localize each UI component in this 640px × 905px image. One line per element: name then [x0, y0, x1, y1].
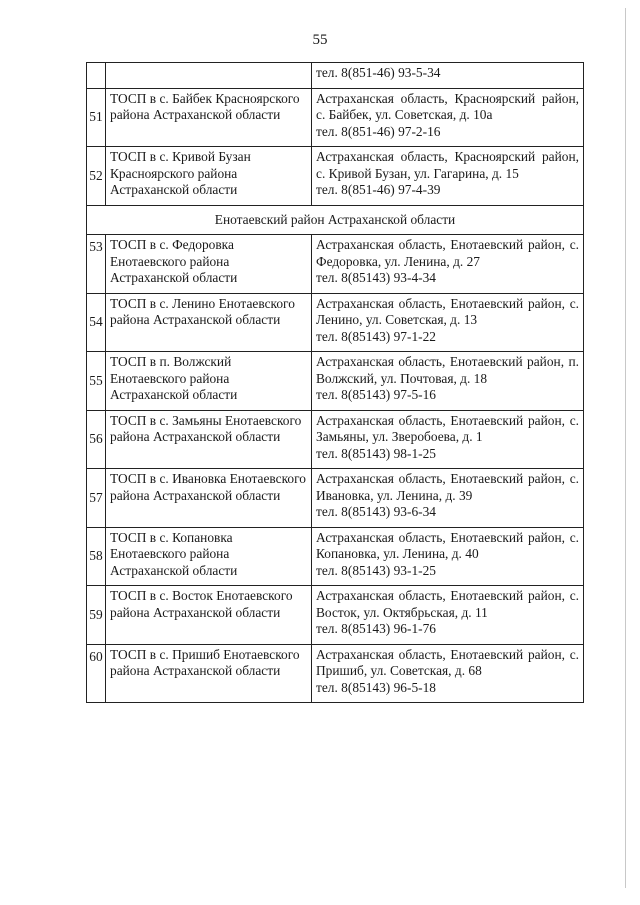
row-number: 53 — [87, 235, 106, 294]
office-phone: тел. 8(85143) 96-1-76 — [316, 621, 437, 636]
office-address: Астраханская область, Красноярский район, с. Байбек, ул. Советская, д. 10а — [316, 90, 579, 122]
office-address-cell — [312, 88, 584, 147]
office-phone: тел. 8(85143) 97-1-22 — [316, 328, 437, 344]
office-name: ТОСП в с. Ленино Енотаевского района Астраханской области — [106, 293, 312, 352]
office-address: Астраханская область, Енотаевский район, с. Восток, ул. Октябрьская, д. 11 — [316, 588, 579, 620]
page-edge-line — [625, 8, 626, 888]
office-address-cell — [312, 147, 584, 206]
row-number: 51 — [87, 88, 106, 147]
office-address-cell — [312, 293, 584, 352]
office-name: ТОСП в с. Восток Енотаевского района Астраханской области — [106, 586, 312, 645]
row-number: 59 — [87, 586, 106, 645]
office-address-cell — [312, 410, 584, 469]
office-address: Астраханская область, Енотаевский район, с. Ивановка, ул. Ленина, д. 39 — [316, 471, 579, 503]
office-name — [106, 63, 312, 89]
row-number: 57 — [87, 469, 106, 528]
office-address: Астраханская область, Енотаевский район, с. Ленино, ул. Советская, д. 13 — [316, 295, 579, 327]
row-number: 58 — [87, 527, 106, 586]
table-row — [87, 586, 584, 645]
office-address-cell — [312, 469, 584, 528]
district-header: Енотаевский район Астраханской области — [87, 205, 584, 235]
office-name: ТОСП в с. Ивановка Енотаевского района Астраханской области — [106, 469, 312, 528]
office-phone: тел. 8(85143) 97-5-16 — [316, 387, 437, 402]
district-header-row — [87, 205, 584, 235]
office-name: ТОСП в с. Замьяны Енотаевского района Астраханской области — [106, 410, 312, 469]
office-address: Астраханская область, Енотаевский район, с. Пришиб, ул. Советская, д. 68 — [316, 646, 579, 678]
office-phone: тел. 8(85143) 96-5-18 — [316, 679, 437, 695]
office-address: Астраханская область, Красноярский район, с. Кривой Бузан, ул. Гагарина, д. 15 — [316, 149, 579, 181]
table-row — [87, 644, 584, 703]
office-name: ТОСП в с. Федоровка Енотаевского района Астраханской области — [106, 235, 312, 294]
office-phone: тел. 8(85143) 93-6-34 — [316, 504, 437, 519]
office-name: ТОСП в с. Пришиб Енотаевского района Астраханской области — [106, 644, 312, 703]
page-number: 55 — [312, 32, 328, 48]
table-row — [87, 88, 584, 147]
table-row — [87, 352, 584, 411]
office-address-cell — [312, 644, 584, 703]
office-name: ТОСП в с. Байбек Красноярского района Астраханской области — [106, 88, 312, 147]
table-row — [87, 469, 584, 528]
office-address: Астраханская область, Енотаевский район, п. Волжский, ул. Почтовая, д. 18 — [316, 354, 579, 386]
row-number: 55 — [87, 352, 106, 411]
row-number: 52 — [87, 147, 106, 206]
office-name: ТОСП в с. Кривой Бузан Красноярского района Астраханской области — [106, 147, 312, 206]
row-number: 54 — [87, 293, 106, 352]
table-row — [87, 527, 584, 586]
office-address-cell — [312, 586, 584, 645]
office-phone: тел. 8(85143) 98-1-25 — [316, 445, 437, 461]
office-address: Астраханская область, Енотаевский район, с. Копановка, ул. Ленина, д. 40 — [316, 529, 579, 561]
table-row — [87, 410, 584, 469]
table-row-continuation — [87, 63, 584, 89]
row-number: 60 — [87, 644, 106, 703]
office-phone: тел. 8(85143) 93-4-34 — [316, 270, 437, 285]
row-number — [87, 63, 106, 89]
office-phone: тел. 8(851-46) 97-2-16 — [316, 123, 441, 139]
office-address: Астраханская область, Енотаевский район, с. Федоровка, ул. Ленина, д. 27 — [316, 237, 579, 269]
office-phone: тел. 8(85143) 93-1-25 — [316, 562, 437, 578]
table-row — [87, 293, 584, 352]
office-address-cell — [312, 352, 584, 411]
office-address: Астраханская область, Енотаевский район, с. Замьяны, ул. Зверобоева, д. 1 — [316, 412, 579, 444]
office-phone: тел. 8(851-46) 93-5-34 — [312, 63, 584, 89]
row-number: 56 — [87, 410, 106, 469]
office-name: ТОСП в с. Копановка Енотаевского района Астраханской области — [106, 527, 312, 586]
offices-table — [86, 62, 584, 703]
office-phone: тел. 8(851-46) 97-4-39 — [316, 182, 441, 197]
table-row — [87, 147, 584, 206]
office-address-cell — [312, 235, 584, 294]
office-name: ТОСП в п. Волжский Енотаевского района Астраханской области — [106, 352, 312, 411]
table-row — [87, 235, 584, 294]
office-address-cell — [312, 527, 584, 586]
